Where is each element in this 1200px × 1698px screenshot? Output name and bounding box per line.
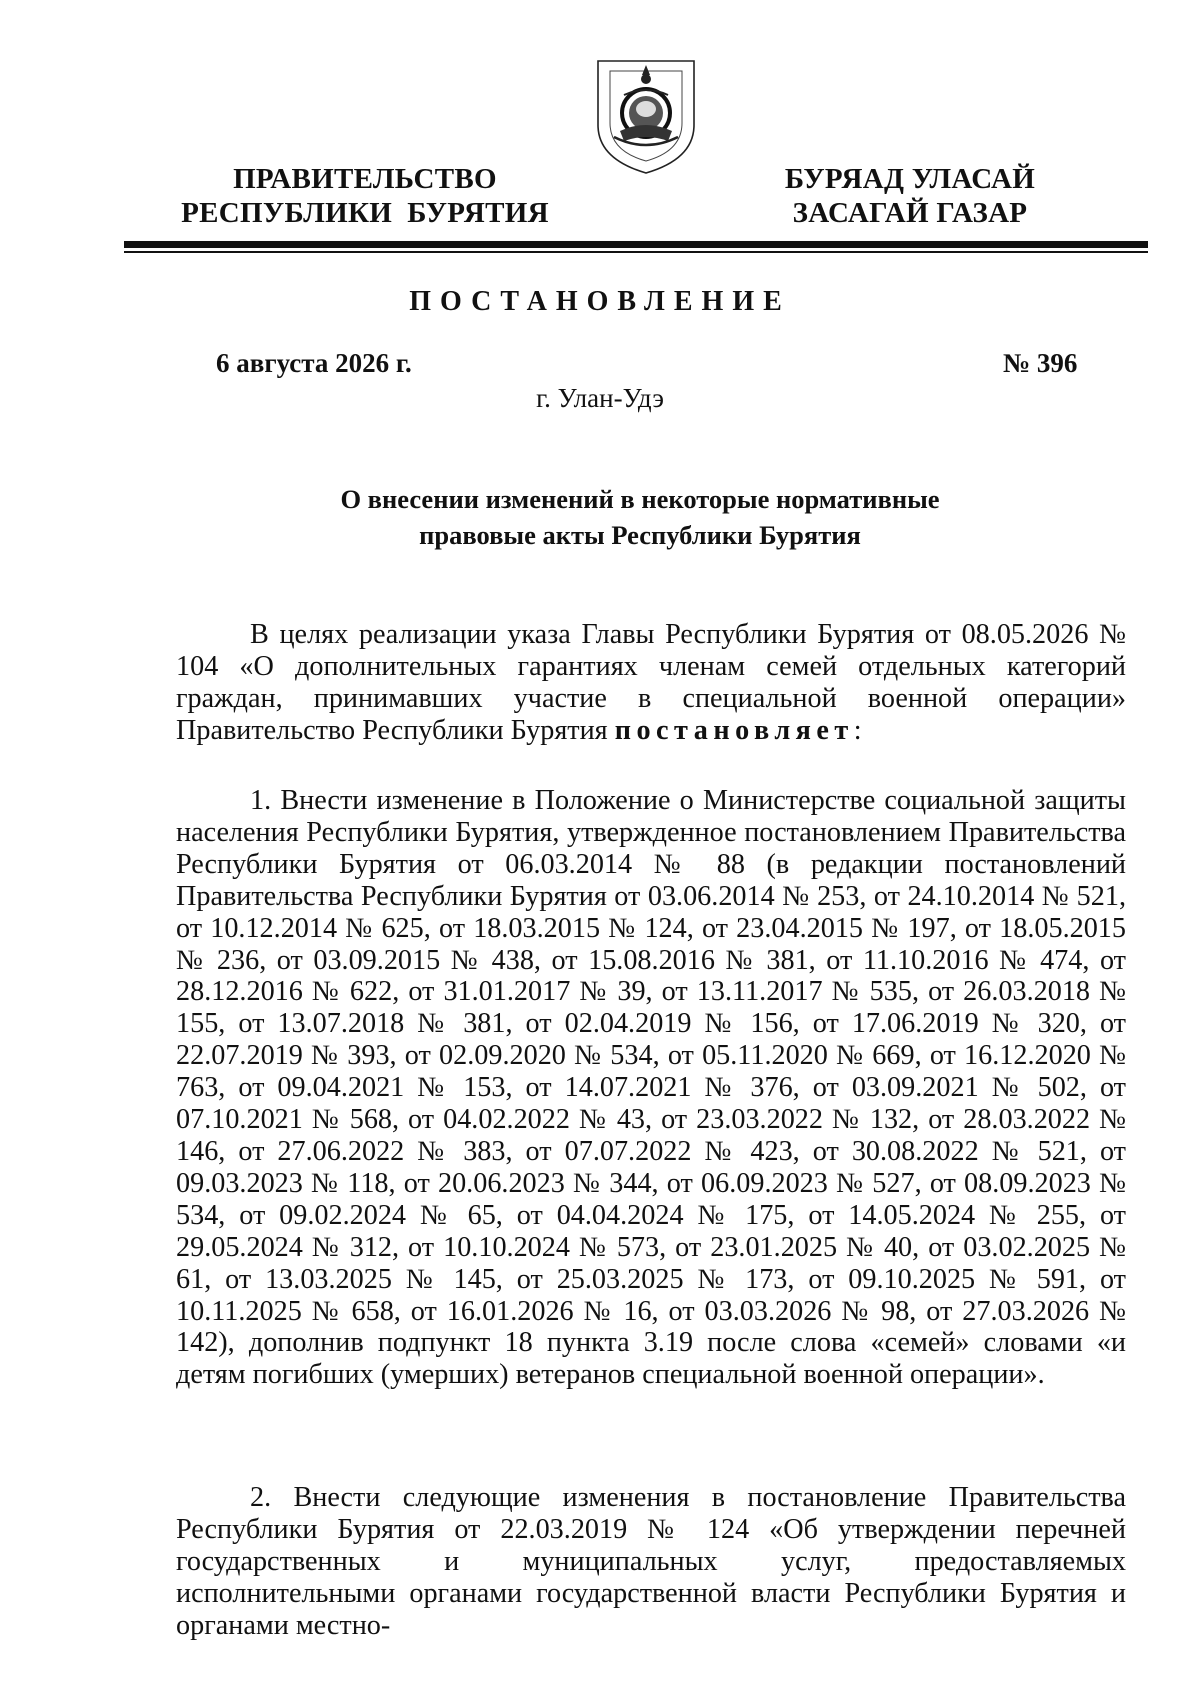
government-name-bua-line1: БУРЯАД УЛАСАЙ: [784, 163, 1036, 195]
item-1-paragraph: [176, 785, 1126, 1391]
preamble-text: В целях реализации указа Главы Республики Бурятия от 08.05.2026 № 104 «О дополнительных гарантиях членам семей отдельных категорий граждан, принимавших участие в специальной военной операции» Правительство Республики Бурятия: [176, 619, 1126, 746]
item-2-text: 2. Внести следующие изменения в постановление Правительства Республики Бурятия от 22.03.2019 № 124 «Об утверждении перечней государственных и муниципальных услуг, предоставляемых исполнительными органами государственной власти Республики Бурятия и органами местно-: [176, 1482, 1126, 1641]
document-city: г. Улан-Удэ: [536, 383, 664, 413]
coat-of-arms-icon: [590, 55, 702, 177]
document-number: № 396: [1003, 348, 1078, 378]
decree-word: постановляет: [614, 714, 854, 746]
government-name-ru-line1: ПРАВИТЕЛЬСТВО: [233, 163, 497, 195]
government-name-ru: [180, 162, 550, 230]
item-2-paragraph: [176, 1482, 1126, 1642]
document-title: [150, 481, 1130, 553]
header-divider-thin: [124, 251, 1148, 253]
item-1-text: 1. Внести изменение в Положение о Министерстве социальной защиты населения Республики Бурятия, утвержденное постановлением Правительства Республики Бурятия от 06.03.2014 № 88 (в редакции постановлений Правительства Республики Бурятия от 03.06.2014 № 253, от 24.10.2014 № 521, от 10.12.2014 № 625, от 18.03.2015 № 124, от 23.04.2015 № 197, от 18.05.2015 № 236, от 03.09.2015 № 438, от 15.08.2016 № 381, от 11.10.2016 № 474, от 28.12.2016 № 622, от 31.01.2017 № 39, от 13.11.2017 № 535, от 26.03.2018 № 155, от 13.07.2018 № 381, от 02.04.2019 № 156, от 17.06.2019 № 320, от 22.07.2019 № 393, от 02.09.2020 № 534, от 05.11.2020 № 669, от 16.12.2020 № 763, от 09.04.2021 № 153, от 14.07.2021 № 376, от 03.09.2021 № 502, от 07.10.2021 № 568, от 04.02.2022 № 43, от 23.03.2022 № 132, от 28.03.2022 № 146, от 27.06.2022 № 383, от 07.07.2022 № 423, от 30.08.2022 № 521, от 09.03.2023 № 118, от 20.06.2023 № 344, от 06.09.2023 № 527, от 08.09.2023 № 534, от 09.02.2024 № 65, от 04.04.2024 № 175, от 14.05.2024 № 255, от 29.05.2024 № 312, от 10.10.2024 № 573, от 23.01.2025 № 40, от 03.02.2025 № 61, от 13.03.2025 № 145, от 25.03.2025 № 173, от 09.10.2025 № 591, от 10.11.2025 № 658, от 16.01.2026 № 16, от 03.03.2026 № 98, от 27.03.2026 № 142), дополнив подпункт 18 пункта 3.19 после слова «семей» словами «и детям погибших (умерших) ветеранов специальной военной операции».: [176, 785, 1126, 1391]
document-type: ПОСТАНОВЛЕНИЕ: [409, 286, 791, 317]
preamble-paragraph: [176, 619, 1126, 747]
document-date: 6 августа 2026 г.: [216, 348, 412, 378]
document-title-line2: правовые акты Республики Бурятия: [419, 520, 861, 550]
government-name-ru-line2: РЕСПУБЛИКИ БУРЯТИЯ: [181, 197, 549, 229]
header-divider-thick: [124, 241, 1148, 248]
preamble-end: :: [853, 714, 862, 746]
document-title-line1: О внесении изменений в некоторые нормативные: [340, 484, 940, 514]
government-name-bua: [770, 162, 1050, 230]
government-name-bua-line2: ЗАСАГАЙ ГАЗАР: [792, 197, 1028, 229]
